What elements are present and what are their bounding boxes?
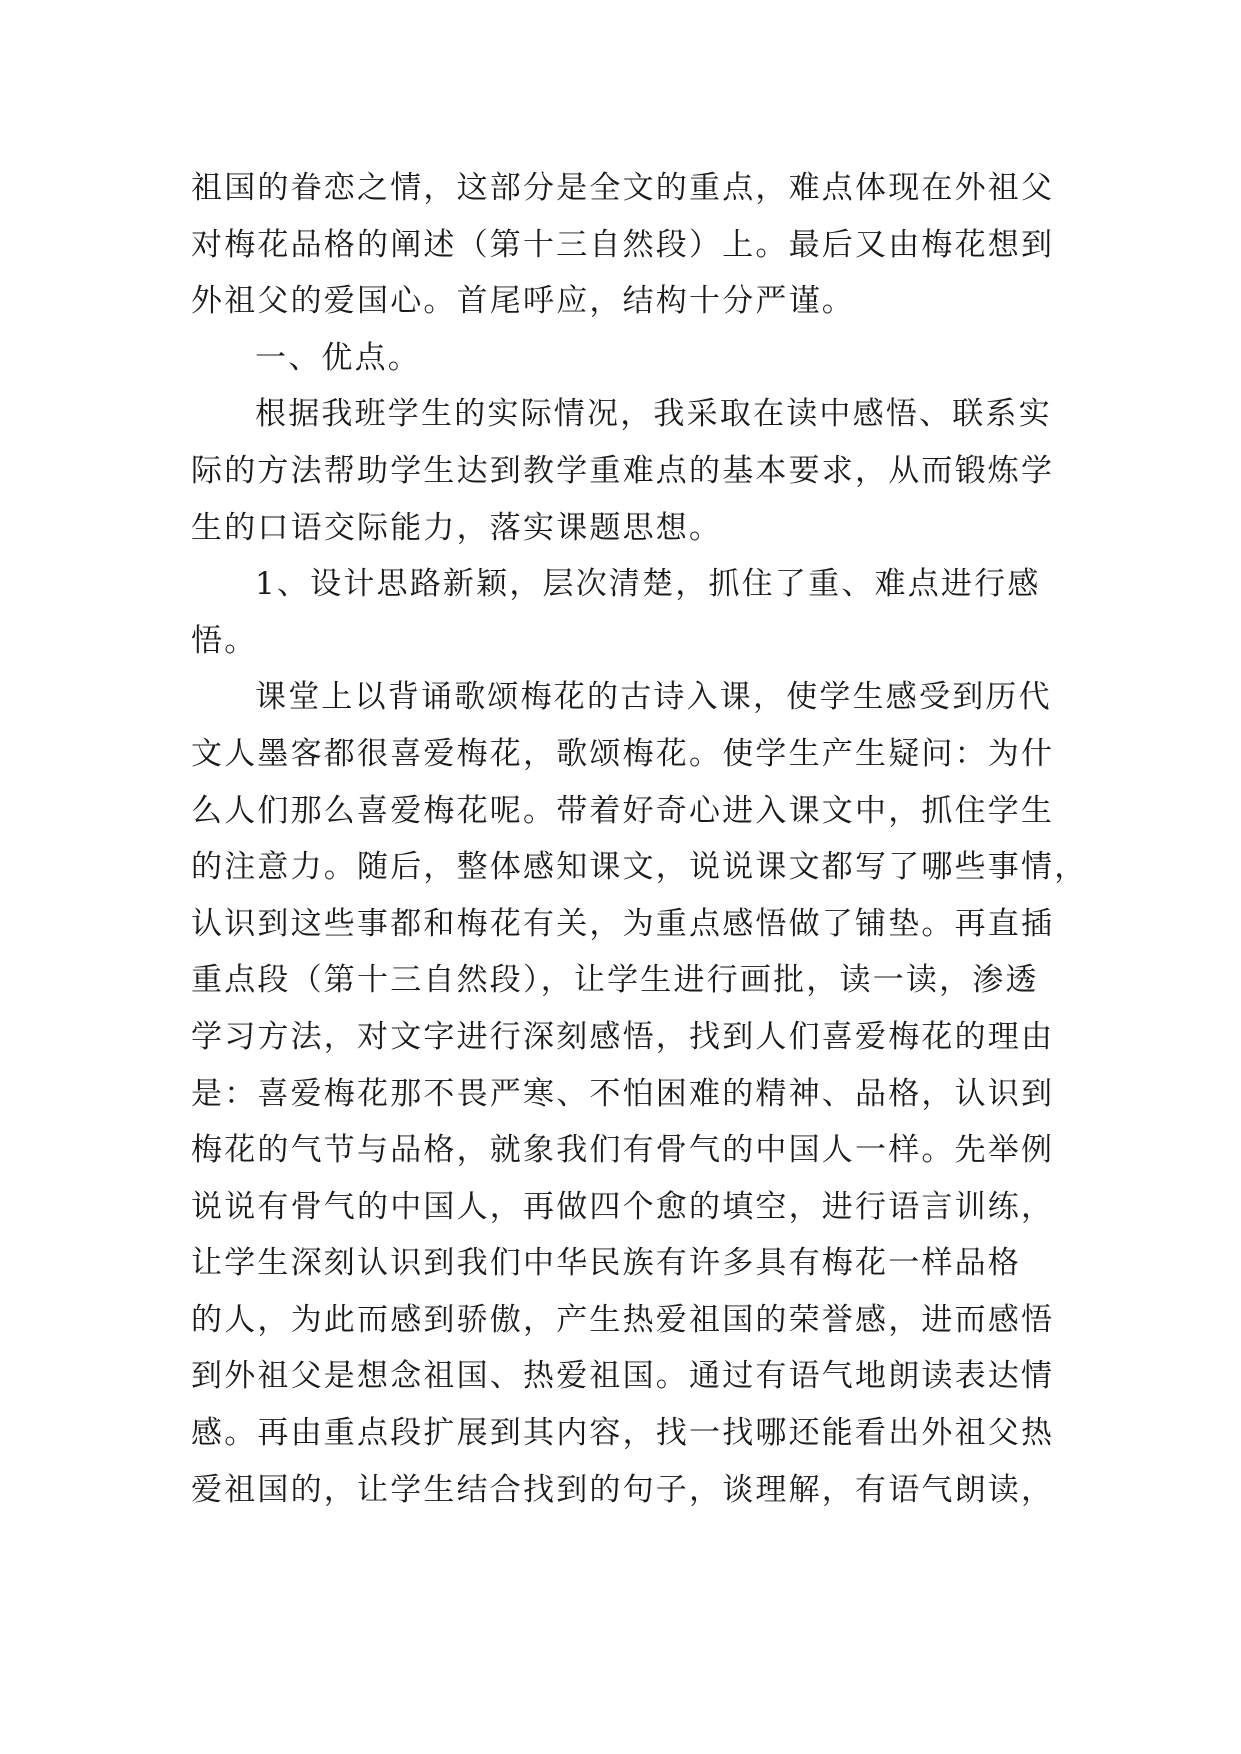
section-heading: 一、优点。	[255, 339, 421, 376]
text-line: 么人们那么喜爱梅花呢。带着好奇心进入课文中，抓住学生	[191, 792, 1055, 829]
text-line: 祖国的眷恋之情，这部分是全文的重点，难点体现在外祖父	[191, 170, 1055, 206]
text-line: 文人墨客都很喜爱梅花，歌颂梅花。使学生产生疑问：为什	[191, 735, 1055, 772]
text-line: 是：喜爱梅花那不畏严寒、不怕困难的精神、品格，认识到	[191, 1075, 1055, 1112]
text-line: 重点段（第十三自然段），让学生进行画批，读一读，渗透	[191, 962, 1039, 999]
text-line: 对梅花品格的阐述（第十三自然段）上。最后又由梅花想到	[191, 226, 1055, 263]
text-line: 爱祖国的，让学生结合找到的句子，谈理解，有语气朗读，	[191, 1471, 1055, 1508]
text-line: 梅花的气节与品格，就象我们有骨气的中国人一样。先举例	[191, 1132, 1055, 1169]
text-line: 感。再由重点段扩展到其内容，找一找哪还能看出外祖父热	[191, 1415, 1055, 1452]
text-line: 课堂上以背诵歌颂梅花的古诗入课，使学生感受到历代	[255, 679, 1052, 716]
text-line: 认识到这些事都和梅花有关，为重点感悟做了铺垫。再直插	[191, 905, 1055, 942]
text-line: 根据我班学生的实际情况，我采取在读中感悟、联系实	[255, 396, 1052, 433]
text-line: 悟。	[191, 622, 258, 659]
document-body	[191, 160, 1088, 1518]
text-line: 让学生深刻认识到我们中华民族有许多具有梅花一样品格	[191, 1245, 1021, 1282]
text-line: 外祖父的爱国心。首尾呼应，结构十分严谨。	[191, 283, 855, 320]
text-line: 到外祖父是想念祖国、热爱祖国。通过有语气地朗读表达情	[191, 1358, 1055, 1395]
text-line: 的人，为此而感到骄傲，产生热爱祖国的荣誉感，进而感悟	[191, 1301, 1055, 1338]
text-line: 说说有骨气的中国人，再做四个愈的填空，进行语言训练，	[191, 1188, 1055, 1225]
text-line: 生的口语交际能力，落实课题思想。	[191, 509, 723, 546]
text-line: 学习方法，对文字进行深刻感悟，找到人们喜爱梅花的理由	[191, 1018, 1055, 1055]
text-line: 的注意力。随后，整体感知课文，说说课文都写了哪些事情，	[191, 849, 1088, 886]
text-line: 际的方法帮助学生达到教学重难点的基本要求，从而锻炼学	[191, 452, 1055, 489]
subsection-heading: 1、设计思路新颖，层次清楚，抓住了重、难点进行感	[255, 566, 1041, 603]
